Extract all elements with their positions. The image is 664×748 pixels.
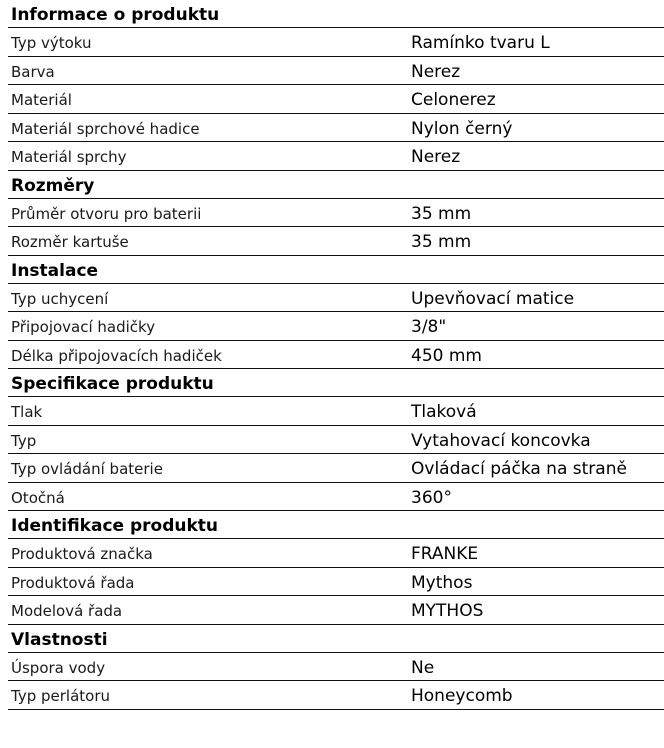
spec-row xyxy=(8,114,664,143)
spec-value: Ramínko tvaru L xyxy=(411,33,550,53)
spec-row xyxy=(8,397,664,426)
spec-label: Délka připojovacích hadiček xyxy=(11,346,222,365)
spec-value: Nylon černý xyxy=(411,118,513,139)
spec-row xyxy=(8,681,664,710)
section-heading-product-specification: Specifikace produktu xyxy=(8,369,664,397)
spec-row xyxy=(8,483,664,512)
section-heading-properties: Vlastnosti xyxy=(8,625,664,653)
spec-label: Otočná xyxy=(11,488,65,507)
spec-value: Tlaková xyxy=(411,402,477,422)
spec-label: Typ perlátoru xyxy=(11,687,111,705)
spec-value: 35 mm xyxy=(411,232,472,252)
spec-label: Produktová řada xyxy=(11,573,135,592)
spec-value: Honeycomb xyxy=(411,686,513,706)
spec-table xyxy=(8,0,664,710)
spec-value: 35 mm xyxy=(411,203,472,224)
spec-row xyxy=(8,596,664,625)
spec-label: Typ xyxy=(11,431,37,450)
spec-row xyxy=(8,57,664,86)
section-heading-product-info: Informace o produktu xyxy=(8,0,664,28)
spec-value: Ovládací páčka na straně xyxy=(411,459,627,479)
spec-row xyxy=(8,568,664,597)
spec-value: Vytahovací koncovka xyxy=(411,430,591,451)
spec-row xyxy=(8,284,664,313)
section-heading-installation: Instalace xyxy=(8,256,664,284)
spec-label: Produktová značka xyxy=(11,545,153,563)
spec-value: Mythos xyxy=(411,572,473,593)
spec-row xyxy=(8,653,664,682)
spec-label: Typ ovládání baterie xyxy=(11,460,163,478)
section-heading-dimensions: Rozměry xyxy=(8,171,664,199)
spec-row xyxy=(8,312,664,341)
spec-row xyxy=(8,539,664,568)
spec-label: Úspora vody xyxy=(11,658,106,677)
spec-label: Typ uchycení xyxy=(11,289,109,308)
spec-row xyxy=(8,85,664,114)
spec-label: Materiál xyxy=(11,91,72,109)
spec-label: Materiál sprchy xyxy=(11,148,127,166)
spec-row xyxy=(8,28,664,57)
spec-label: Tlak xyxy=(11,403,43,421)
spec-value: Celonerez xyxy=(411,90,496,110)
spec-value: 3/8" xyxy=(411,317,447,337)
spec-row xyxy=(8,227,664,256)
spec-value: Nerez xyxy=(411,61,461,82)
spec-value: Upevňovací matice xyxy=(411,288,575,309)
spec-label: Připojovací hadičky xyxy=(11,318,156,336)
spec-value: Nerez xyxy=(411,147,461,167)
spec-row xyxy=(8,142,664,171)
spec-value: MYTHOS xyxy=(411,601,484,621)
spec-row xyxy=(8,454,664,483)
spec-row xyxy=(8,341,664,370)
spec-row xyxy=(8,426,664,455)
spec-label: Rozměr kartuše xyxy=(11,233,129,251)
spec-value: Ne xyxy=(411,657,435,678)
spec-value: 450 mm xyxy=(411,345,482,366)
spec-label: Materiál sprchové hadice xyxy=(11,119,200,138)
spec-label: Typ výtoku xyxy=(11,34,92,52)
section-heading-product-identification: Identifikace produktu xyxy=(8,511,664,539)
spec-value: 360° xyxy=(411,487,452,508)
spec-label: Barva xyxy=(11,62,55,81)
spec-row xyxy=(8,199,664,228)
spec-value: FRANKE xyxy=(411,544,479,564)
spec-label: Modelová řada xyxy=(11,602,123,620)
spec-label: Průměr otvoru pro baterii xyxy=(11,204,202,223)
